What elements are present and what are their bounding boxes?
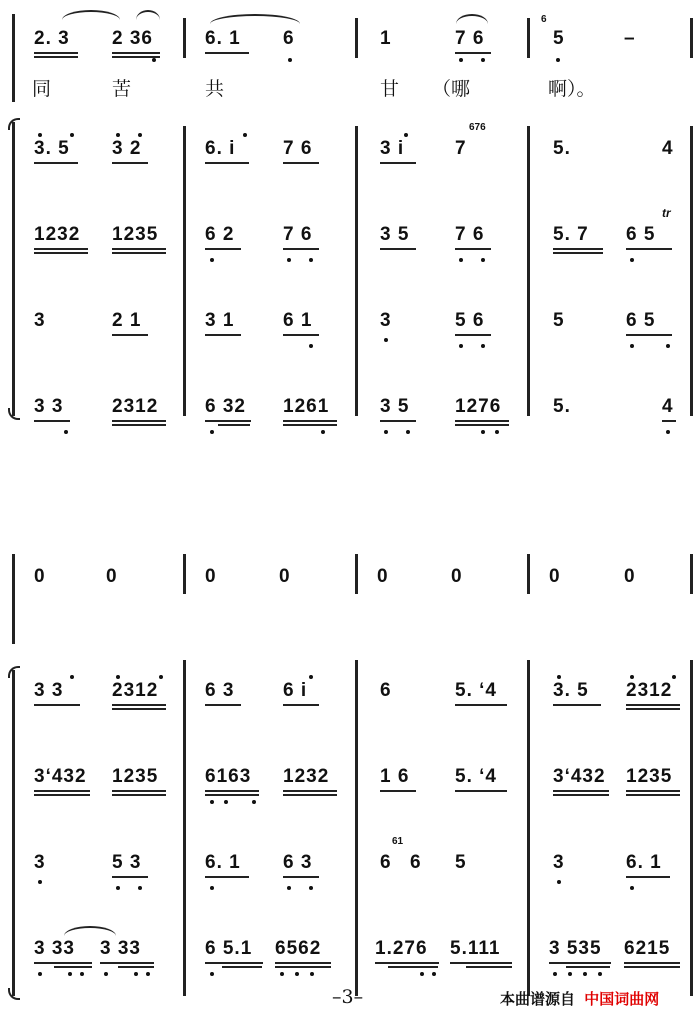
octave-dot	[64, 430, 68, 434]
voice-note: 5	[553, 28, 565, 49]
octave-dot	[309, 258, 313, 262]
part4-note: 6215	[624, 938, 671, 959]
octave-dot	[321, 430, 325, 434]
part3-note: 3	[34, 310, 46, 331]
octave-dot	[116, 133, 120, 137]
underline	[205, 52, 249, 54]
underline	[275, 962, 331, 964]
part2-note: 5. 7	[553, 224, 589, 245]
underline	[626, 704, 680, 706]
octave-dot	[459, 344, 463, 348]
octave-dot	[568, 972, 572, 976]
underline	[380, 162, 416, 164]
barline	[527, 660, 530, 996]
lyric: （哪	[432, 78, 471, 100]
part4-note: 1.276	[375, 938, 428, 959]
barline	[355, 554, 358, 594]
part1-note: 6. i	[205, 138, 236, 159]
octave-dot	[70, 133, 74, 137]
octave-dot	[210, 430, 214, 434]
part1-note: 7 6	[283, 138, 313, 159]
page-number: –3–	[332, 986, 364, 1008]
underline	[380, 420, 416, 422]
underline	[553, 790, 609, 792]
underline	[34, 52, 78, 54]
part2-note: 1232	[34, 224, 81, 245]
underline	[112, 708, 166, 710]
underline	[553, 252, 603, 254]
octave-dot	[583, 972, 587, 976]
voice-bracket-2	[12, 554, 15, 644]
octave-dot	[295, 972, 299, 976]
underline	[34, 252, 88, 254]
underline	[626, 790, 680, 792]
slur	[210, 14, 300, 24]
underline	[100, 962, 154, 964]
underline	[112, 162, 148, 164]
octave-dot	[384, 338, 388, 342]
octave-dot	[420, 972, 424, 976]
octave-dot	[481, 58, 485, 62]
brace-curl-top-2	[8, 666, 20, 678]
underline	[553, 704, 601, 706]
part2-note: 6 2	[205, 224, 235, 245]
underline	[455, 420, 509, 422]
underline	[283, 704, 319, 706]
part4-note: 3 5	[380, 396, 410, 417]
underline	[283, 334, 319, 336]
octave-dot	[432, 972, 436, 976]
voice-note: 6. 1	[205, 28, 241, 49]
octave-dot	[309, 675, 313, 679]
underline	[450, 962, 512, 964]
octave-dot	[252, 800, 256, 804]
underline	[34, 162, 78, 164]
grace-notes: 61	[392, 836, 404, 847]
underline	[205, 704, 241, 706]
octave-dot	[80, 972, 84, 976]
part3-note: 6. 1	[626, 852, 662, 873]
part4-note: 2312	[112, 396, 159, 417]
underline	[34, 794, 90, 796]
octave-dot	[68, 972, 72, 976]
octave-dot	[210, 800, 214, 804]
part2-note: 1232	[283, 766, 330, 787]
octave-dot	[287, 258, 291, 262]
octave-dot	[210, 258, 214, 262]
part3-note: 3	[380, 310, 392, 331]
octave-dot	[310, 972, 314, 976]
underline	[380, 248, 416, 250]
octave-dot	[116, 886, 120, 890]
part3-note: 6	[380, 852, 392, 873]
barline	[527, 554, 530, 594]
voice-rest: 0	[451, 566, 463, 587]
underline	[112, 794, 166, 796]
part2-note: 6 5	[626, 224, 656, 245]
underline	[205, 162, 249, 164]
part4-note: 3 33	[34, 938, 75, 959]
underline	[34, 420, 70, 422]
octave-dot	[598, 972, 602, 976]
octave-dot	[557, 880, 561, 884]
octave-dot	[224, 800, 228, 804]
underline	[283, 248, 319, 250]
part2-note: 3‘432	[553, 766, 606, 787]
octave-dot	[70, 675, 74, 679]
octave-dot	[481, 430, 485, 434]
part3-note: 5	[455, 852, 467, 873]
voice-note: –	[624, 28, 636, 49]
underline	[112, 790, 166, 792]
part4-note: 3 535	[549, 938, 602, 959]
octave-dot	[159, 675, 163, 679]
underline	[112, 52, 160, 54]
underline	[455, 334, 491, 336]
lyric: 苦	[112, 78, 132, 100]
trill-mark: tr	[662, 206, 671, 220]
part1-note: 3. 5	[34, 138, 70, 159]
part3-note: 2 1	[112, 310, 142, 331]
underline	[626, 876, 670, 878]
underline	[112, 876, 148, 878]
octave-dot	[210, 886, 214, 890]
underline	[624, 966, 680, 968]
octave-dot	[556, 58, 560, 62]
part1-note: 7	[455, 138, 467, 159]
barline	[527, 18, 530, 58]
octave-dot	[404, 133, 408, 137]
source-credit	[500, 988, 659, 1009]
octave-dot	[384, 430, 388, 434]
underline	[222, 966, 262, 968]
underline	[112, 248, 166, 250]
underline	[455, 248, 491, 250]
part4-note: 4	[662, 396, 674, 417]
underline	[553, 248, 603, 250]
underline	[626, 708, 680, 710]
underline	[54, 966, 92, 968]
underline	[205, 248, 241, 250]
part3-note: 3	[553, 852, 565, 873]
octave-dot	[38, 133, 42, 137]
underline	[112, 252, 166, 254]
part1-note: 2312	[626, 680, 673, 701]
part3-note: 6	[410, 852, 422, 873]
octave-dot	[309, 886, 313, 890]
brace-curl-bottom-1	[8, 408, 20, 420]
part2-note: 3‘432	[34, 766, 87, 787]
underline	[375, 962, 439, 964]
grace-notes: 676	[469, 122, 486, 133]
octave-dot	[146, 972, 150, 976]
barline	[183, 18, 186, 58]
underline	[112, 424, 166, 426]
underline	[455, 424, 509, 426]
octave-dot	[138, 133, 142, 137]
octave-dot	[630, 344, 634, 348]
voice-rest: 0	[624, 566, 636, 587]
underline	[283, 420, 337, 422]
part3-note: 5 6	[455, 310, 485, 331]
voice-rest: 0	[377, 566, 389, 587]
underline	[455, 790, 507, 792]
voice-rest: 0	[205, 566, 217, 587]
part1-note: 3 3	[34, 680, 64, 701]
barline	[355, 660, 358, 996]
underline	[283, 424, 337, 426]
lyric: 啊）。	[548, 78, 596, 100]
part4-note: 1276	[455, 396, 502, 417]
underline	[205, 876, 249, 878]
voice-note: 1	[380, 28, 392, 49]
octave-dot	[672, 675, 676, 679]
barline	[527, 126, 530, 416]
part1-note: 6 3	[205, 680, 235, 701]
part1-note: 3 i	[380, 138, 405, 159]
underline	[380, 790, 416, 792]
octave-dot	[666, 344, 670, 348]
underline	[566, 966, 610, 968]
barline	[183, 554, 186, 594]
octave-dot	[553, 972, 557, 976]
octave-dot	[481, 344, 485, 348]
underline	[626, 248, 672, 250]
underline	[388, 966, 438, 968]
part2-note: 1 6	[380, 766, 410, 787]
part3-note: 5 3	[112, 852, 142, 873]
part3-note: 6. 1	[205, 852, 241, 873]
underline	[553, 794, 609, 796]
underline	[112, 420, 166, 422]
underline	[466, 966, 512, 968]
octave-dot	[138, 886, 142, 890]
underline	[624, 962, 680, 964]
octave-dot	[210, 972, 214, 976]
part1-note: 5. ‘4	[455, 680, 497, 701]
underline	[275, 966, 331, 968]
barline	[355, 18, 358, 58]
octave-dot	[280, 972, 284, 976]
barline	[183, 660, 186, 996]
part1-note: 6	[380, 680, 392, 701]
octave-dot	[481, 258, 485, 262]
underline	[626, 794, 680, 796]
underline	[205, 962, 263, 964]
lyric: 共	[205, 78, 225, 100]
underline	[662, 420, 676, 422]
part2-note: 7 6	[455, 224, 485, 245]
grace-marker: 6	[541, 14, 547, 25]
part2-note: 1235	[112, 766, 159, 787]
part1-note: 3 2	[112, 138, 142, 159]
part2-note: 6163	[205, 766, 252, 787]
octave-dot	[406, 430, 410, 434]
brace-curl-top-1	[8, 118, 20, 130]
source-prefix: 本曲谱源自	[500, 990, 576, 1008]
part1-note: 5.	[553, 138, 571, 159]
octave-dot	[309, 344, 313, 348]
part3-note: 6 1	[283, 310, 313, 331]
instrument-brace-1	[12, 122, 15, 416]
octave-dot	[287, 886, 291, 890]
part1-note: 4	[662, 138, 674, 159]
voice-note: 6	[283, 28, 295, 49]
voice-rest: 0	[34, 566, 46, 587]
voice-note: 2 36	[112, 28, 153, 49]
part2-note: 5. ‘4	[455, 766, 497, 787]
slur	[136, 10, 160, 20]
voice-bracket-1	[12, 14, 15, 102]
part4-note: 1261	[283, 396, 330, 417]
part3-note: 5	[553, 310, 565, 331]
underline	[283, 162, 319, 164]
part2-note: 7 6	[283, 224, 313, 245]
octave-dot	[557, 675, 561, 679]
octave-dot	[288, 58, 292, 62]
part2-note: 1235	[112, 224, 159, 245]
part1-note: 3. 5	[553, 680, 589, 701]
underline	[205, 790, 259, 792]
octave-dot	[666, 430, 670, 434]
part4-note: 3 3	[34, 396, 64, 417]
underline	[34, 704, 80, 706]
octave-dot	[630, 886, 634, 890]
underline	[34, 248, 88, 250]
underline	[118, 966, 154, 968]
underline	[112, 334, 148, 336]
voice-rest: 0	[279, 566, 291, 587]
octave-dot	[38, 880, 42, 884]
barline	[183, 126, 186, 416]
octave-dot	[152, 58, 156, 62]
octave-dot	[38, 972, 42, 976]
part4-note: 5.111	[450, 938, 501, 959]
part1-note: 6 i	[283, 680, 308, 701]
underline	[34, 962, 92, 964]
underline	[205, 334, 241, 336]
part2-note: 3 5	[380, 224, 410, 245]
underline	[112, 704, 166, 706]
instrument-brace-2	[12, 670, 15, 996]
part3-note: 3 1	[205, 310, 235, 331]
underline	[34, 56, 78, 58]
octave-dot	[630, 675, 634, 679]
barline	[690, 554, 693, 594]
octave-dot	[459, 258, 463, 262]
barline	[690, 18, 693, 58]
underline	[218, 424, 250, 426]
part4-note: 6 5.1	[205, 938, 253, 959]
slur	[64, 926, 116, 936]
part1-note: 2312	[112, 680, 159, 701]
underline	[283, 794, 337, 796]
brace-curl-bottom-2	[8, 988, 20, 1000]
octave-dot	[116, 675, 120, 679]
voice-rest: 0	[549, 566, 561, 587]
underline	[455, 52, 491, 54]
part2-note: 1235	[626, 766, 673, 787]
underline	[205, 420, 251, 422]
part3-note: 6 3	[283, 852, 313, 873]
octave-dot	[459, 58, 463, 62]
slur	[62, 10, 120, 20]
octave-dot	[495, 430, 499, 434]
octave-dot	[243, 133, 247, 137]
lyric: 同	[32, 78, 52, 100]
underline	[34, 790, 90, 792]
part4-note: 6 32	[205, 396, 246, 417]
underline	[283, 876, 319, 878]
part3-note: 3	[34, 852, 46, 873]
part4-note: 3 33	[100, 938, 141, 959]
octave-dot	[134, 972, 138, 976]
slur	[456, 14, 488, 24]
voice-note: 2. 3	[34, 28, 70, 49]
barline	[690, 126, 693, 416]
octave-dot	[104, 972, 108, 976]
barline	[355, 126, 358, 416]
part4-note: 6562	[275, 938, 322, 959]
lyric: 甘	[380, 78, 400, 100]
underline	[626, 334, 672, 336]
part3-note: 6 5	[626, 310, 656, 331]
voice-note: 7 6	[455, 28, 485, 49]
source-site-link[interactable]: 中国词曲网	[584, 990, 660, 1008]
barline	[690, 660, 693, 996]
underline	[205, 794, 259, 796]
underline	[283, 790, 337, 792]
underline	[455, 704, 507, 706]
part4-note: 5.	[553, 396, 571, 417]
underline	[549, 962, 611, 964]
voice-rest: 0	[106, 566, 118, 587]
octave-dot	[630, 258, 634, 262]
